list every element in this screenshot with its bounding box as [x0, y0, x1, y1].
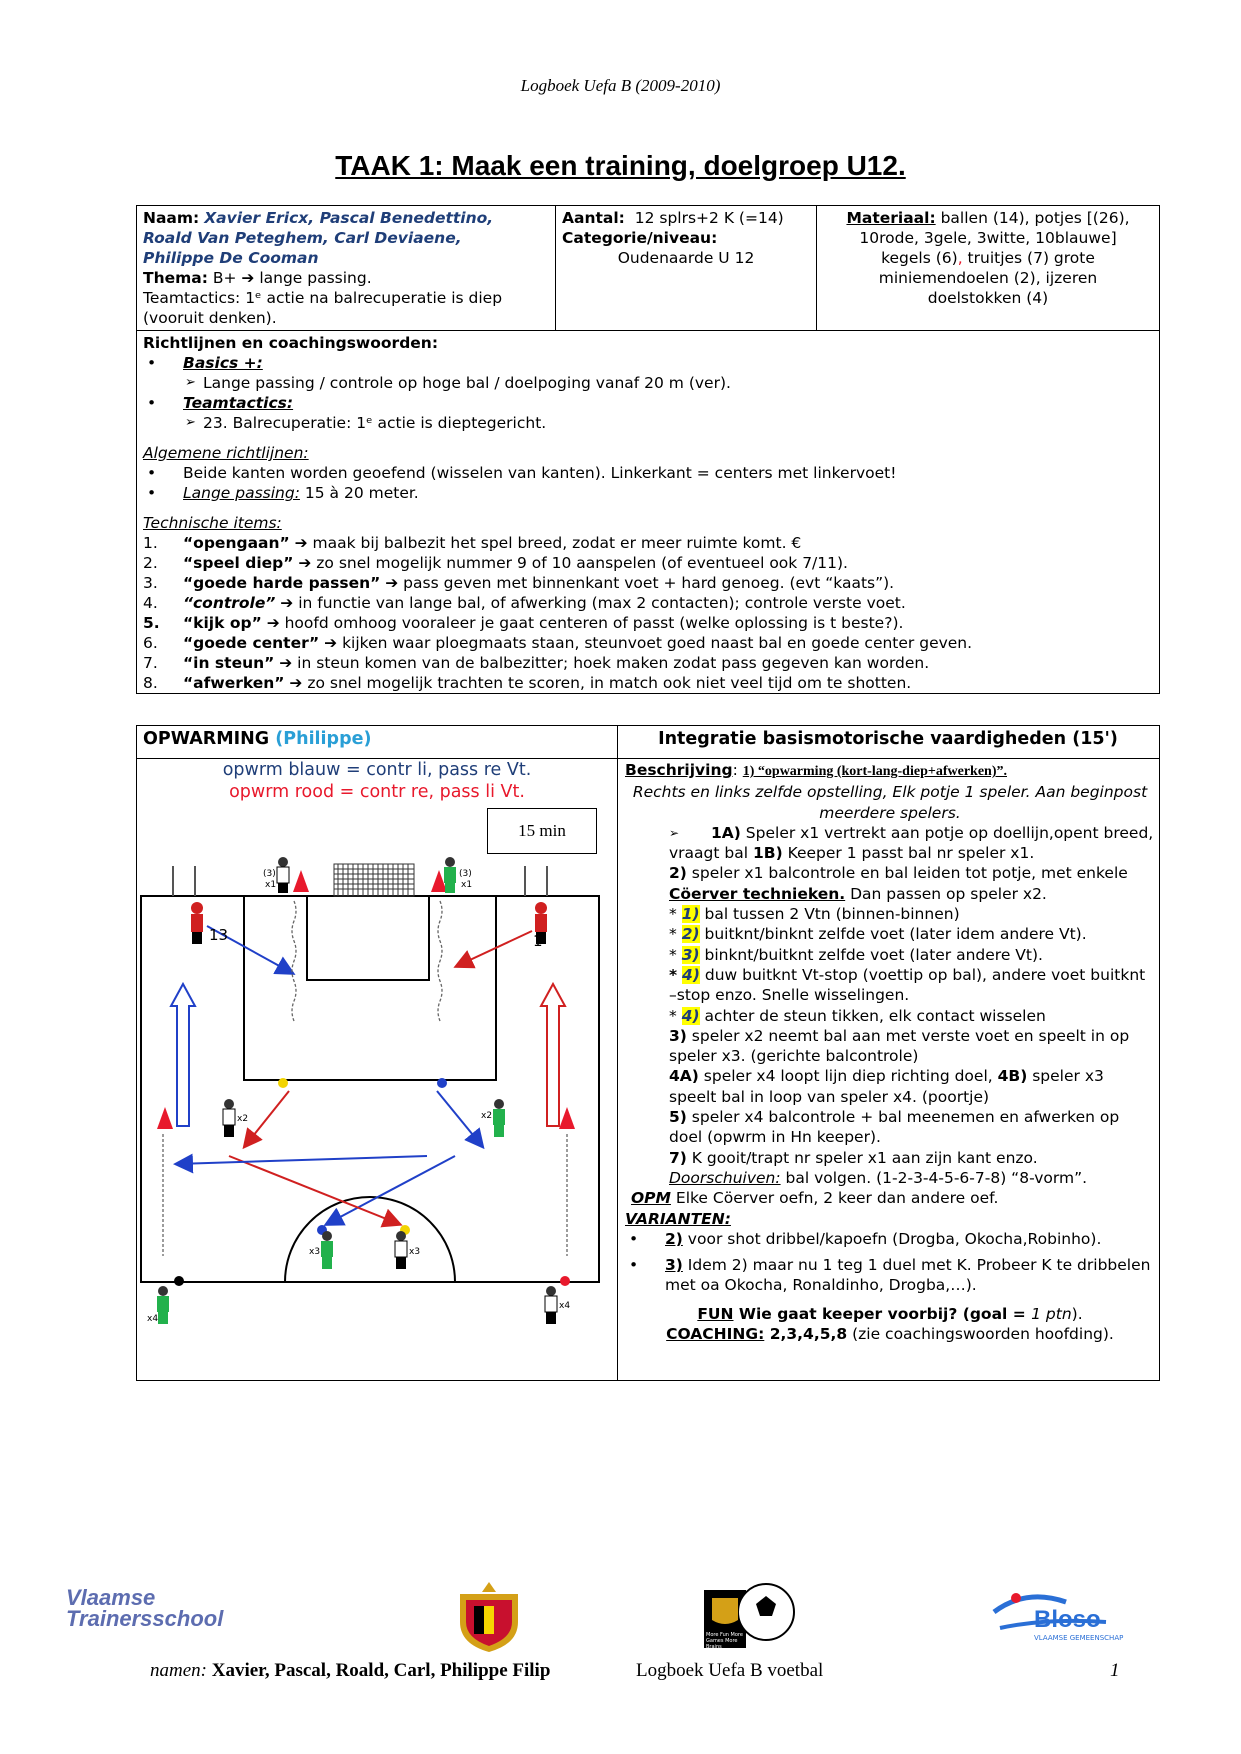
technische-item-text: ➔ hoofd omhoog vooraleer je gaat centeren of passt (welke oplossing is t beste?). [261, 614, 904, 632]
algemene-label: Algemene richtlijnen: [143, 444, 309, 462]
step-3: 3) [669, 1026, 687, 1045]
technische-item-num: 5. [143, 614, 160, 632]
aantal-value: 12 splrs+2 K (=14) [634, 209, 784, 227]
teamtactics-line: Teamtactics: 1ᵉ actie na balrecuperatie is diep [143, 289, 503, 307]
technische-item-text: ➔ in functie van lange bal, of afwerking (max 2 contacten); controle verste voet. [275, 594, 906, 612]
technische-item-keyword: “goede harde passen” [183, 574, 381, 592]
pitch-outline [141, 896, 599, 1282]
footer-logboek: Logboek Uefa B voetbal [636, 1660, 824, 1681]
technische-item-num: 8. [143, 674, 158, 692]
richtlijnen-title: Richtlijnen en coachingswoorden: [143, 334, 439, 352]
label-x4-right: x4 [559, 1301, 571, 1311]
label-x1b-right: x1 [461, 880, 473, 890]
logo-vlaamse-text: Vlaamse [66, 1585, 156, 1610]
technische-item-text: ➔ maak bij balbezit het spel breed, zodat er meer ruimte komt. € [289, 534, 802, 552]
materiaal-value: ballen (14), potjes [(26), [940, 209, 1130, 227]
teamtactics-item: ➢ 23. Balrecuperatie: 1ᵉ actie is dieptegericht. [143, 413, 1153, 433]
fun-points: 1 ptn [1031, 1304, 1072, 1323]
technische-item [143, 653, 1153, 673]
algemene-item-1: • Beide kanten worden geoefend (wisselen van kanten). Linkerkant = centers met linkervoet! [143, 463, 1153, 483]
teamtactics-label: Teamtactics: [183, 394, 294, 412]
label-1: 1 [533, 932, 543, 950]
info-aantal-cell [556, 206, 817, 331]
coaching-nums: 2,3,4,5,8 [764, 1325, 848, 1344]
step-7-text: K gooit/trapt nr speler x1 aan zijn kant enzo. [686, 1148, 1038, 1167]
richtlijnen-cell [137, 331, 1160, 694]
step-1b: 1B) [752, 844, 783, 863]
coerver-2: buitknt/binknt zelfde voet (later idem andere Vt). [699, 925, 1087, 944]
aantal-label: Aantal: [562, 209, 625, 227]
info-materiaal-cell [817, 206, 1160, 331]
dribble-line-1 [292, 901, 296, 1021]
coerver-1-num: 1) [681, 905, 700, 924]
technische-item-keyword: “opengaan” [183, 534, 290, 552]
technische-item [143, 553, 1153, 573]
doorschuiven-text: bal volgen. (1-2-3-4-5-6-7-8) “8-vorm”. [780, 1168, 1088, 1187]
player-x4-right [545, 1286, 557, 1324]
label-13: 13 [209, 926, 229, 944]
step-1a: 1A) [711, 823, 741, 842]
footer-names [150, 1660, 550, 1682]
logo-more-fun-text: More Fun More Games More Brains [706, 1632, 743, 1650]
step-5-text: speler x4 balcontrole + bal meenemen en afwerken op doel (opwrm in Hn keeper). [669, 1108, 1120, 1147]
technische-item [143, 613, 1153, 633]
ball-black [174, 1276, 184, 1286]
logo-bloso-text: Bloso [1034, 1606, 1101, 1633]
beschrijving-sub: 1) “opwarming (kort-lang-diep+afwerken)”. [742, 764, 1007, 779]
opm-label: OPM [631, 1189, 671, 1208]
poles [173, 866, 547, 896]
label-x1a-left: (3) [263, 869, 276, 879]
technische-item [143, 633, 1153, 653]
goal-area [307, 896, 429, 980]
legend-blue: opwrm blauw = contr li, pass re Vt. [222, 760, 532, 780]
technische-item [143, 593, 1153, 613]
technische-list [143, 533, 1153, 693]
arrow-blue-4 [177, 1156, 427, 1164]
technische-item-keyword: “goede center” [183, 634, 320, 652]
technische-item-keyword: “speel diep” [183, 554, 294, 572]
ball-blue [437, 1078, 447, 1088]
naam-value-2: Roald Van Peteghem, Carl Deviaene, [143, 229, 462, 247]
player-x4-left [157, 1286, 169, 1324]
cones [157, 870, 575, 1129]
label-x1b-left: x1 [265, 880, 277, 890]
label-x2-right: x2 [481, 1111, 493, 1121]
label-x3-left: x3 [309, 1247, 321, 1257]
fun-end: ). [1071, 1304, 1083, 1323]
coerver-3-num: 3) [681, 945, 700, 964]
penalty-area [244, 896, 496, 1080]
materiaal-value-3a: kegels (6) [881, 249, 958, 267]
technische-item-keyword: “kijk op” [183, 614, 262, 632]
info-naam-cell [137, 206, 556, 331]
label-x2-left: x2 [237, 1114, 249, 1124]
fun-label: FUN [697, 1304, 734, 1323]
step-5: 5) [669, 1108, 687, 1127]
coerver-3: binknt/buitknt zelfde voet (later andere Vt). [699, 945, 1043, 964]
materiaal-value-5: doelstokken (4) [927, 289, 1049, 307]
naam-value: Xavier Ericx, Pascal Benedettino, [204, 209, 494, 227]
categorie-label: Categorie/niveau: [562, 229, 718, 247]
algemene-item-2-label: Lange passing: [183, 484, 300, 502]
naam-label: Naam: [143, 209, 200, 227]
step-4a: 4A) [669, 1067, 699, 1086]
opm-text: Elke Cöerver oefn, 2 keer dan andere oef. [670, 1189, 999, 1208]
step-2-text: speler x1 balcontrole en bal leiden tot potje, met enkele [686, 864, 1128, 883]
player-x2-right [493, 1099, 505, 1137]
technische-item-keyword: “afwerken” [183, 674, 285, 692]
step-2: 2) [669, 864, 687, 883]
logo-trainersschool-text: Trainersschool [66, 1606, 224, 1631]
technische-item-text: ➔ in steun komen van de balbezitter; hoek maken zodat pass gegeven kan worden. [274, 654, 930, 672]
naam-value-3: Philippe De Cooman [143, 249, 319, 267]
step-3-text: speler x2 neemt bal aan met verste voet en speelt in op speler x3. (gerichte balcontrole) [669, 1026, 1130, 1066]
step-2-coerver: Cöerver technieken. [669, 884, 846, 903]
goal-net [334, 864, 414, 896]
technische-item-num: 2. [143, 554, 158, 572]
coerver-2-num: 2) [681, 925, 700, 944]
coerver-5: achter de steun tikken, elk contact wisselen [699, 1006, 1046, 1025]
coerver-4-num: 4) [682, 965, 700, 984]
coerver-4: duw buitknt Vt-stop (voettip op bal), andere voet buitknt –stop enzo. Snelle wisselingen. [669, 965, 1146, 1005]
arrow-hollow-blue [171, 984, 195, 1126]
page-header: Logboek Uefa B (2009-2010) [520, 76, 721, 95]
arrow-hollow-red [541, 984, 565, 1126]
arrow-blue-3 [327, 1156, 455, 1224]
logo-bloso-sub: VLAAMSE GEMEENSCHAP [1034, 1634, 1124, 1642]
opwarming-title [143, 729, 371, 749]
arrow-red-1 [457, 931, 532, 966]
technische-item-text: ➔ kijken waar ploegmaats staan, steunvoet goed naast bal en goede center geven. [319, 634, 973, 652]
algemene-item-2-value: 15 à 20 meter. [299, 484, 419, 502]
dribble-line-2 [438, 901, 442, 1021]
player-x2-left [223, 1099, 235, 1137]
step-4b-text: speler x3 speelt bal in loop van speler x4. (poortje) [669, 1067, 1104, 1106]
beschrijving-line1: Rechts en links zelfde opstelling, Elk potje 1 speler. Aan beginpost meerdere spelers. [632, 783, 1148, 822]
footer-names-value: Xavier, Pascal, Roald, Carl, Philippe Filip [206, 1660, 551, 1681]
beschrijving-text: Beschrijving: 1) “opwarming (kort-lang-diep+afwerken)”. Rechts en links zelfde opstelling, Elk potje 1 speler. Aan beginpost meerdere spelers. ➢ 1A) Speler x1 vertrekt aan potje op doellijn,opent breed, vraagt bal 1B) Keeper 1 passt bal nr speler x1. 2) speler x1 balcontrole en bal leiden tot potje, met enkele Cöerver technieken. Dan passen op speler x2. * 1) bal tussen 2 Vtn (binnen-binnen) * 2) buitknt/binknt zelfde voet (later idem andere Vt). * 3) binknt/buitknt zelfde voet (later andere Vt). * 4) duw buitknt Vt-stop (voettip op bal), andere voet buitknt –stop enzo. Snelle wisselingen. * 4) achter de steun tikken, elk contact wisselen 3) speler x2 neemt bal aan met verste voet en speelt in op speler x3. (gerichte balcontrole) 4A) speler x4 loopt lijn diep richting doel, 4B) speler x3 speelt bal in loop van speler x4. (poortje) 5) speler x4 balcontrole + bal meenemen en afwerken op doel (opwrm in Hn keeper). 7) K gooit/trapt nr speler x1 aan zijn kant enzo. Doorschuiven: bal volgen. (1-2-3-4-5-6-7-8) “8-vorm”. OPM Elke Cöerver oefn, 2 keer dan andere oef. VARIANTEN: • 2) voor shot dribbel/kapoefn (Drogba, Okocha,Robinho). • 3) Idem 2) maar nu 1 teg 1 duel met K. Probeer K te dribbelen met oa Okocha, Ronaldinho, Drogba,…). FUN Wie gaat keeper voorbij? (goal = 1 ptn). COACHING: 2,3,4,5,8 (zie coachingswoorden hoofding). [625, 760, 1155, 1344]
technische-item [143, 673, 1153, 693]
player-x1-left [277, 857, 289, 893]
technische-label: Technische items: [143, 514, 282, 532]
doorschuiven-label: Doorschuiven: [669, 1168, 781, 1187]
info-table [136, 205, 1160, 694]
technische-item-num: 7. [143, 654, 158, 672]
technische-item-num: 4. [143, 594, 158, 612]
page-title: TAAK 1: Maak een training, doelgroep U12. [335, 150, 906, 181]
arrow-red-2 [245, 1091, 289, 1146]
legend-red: opwrm rood = contr re, pass li Vt. [229, 782, 525, 802]
categorie-value: Oudenaarde U 12 [617, 249, 755, 267]
coerver-1: bal tussen 2 Vtn (binnen-binnen) [699, 905, 960, 924]
label-x4-left: x4 [147, 1314, 159, 1324]
logo-vlaamse-trainersschool [66, 1585, 276, 1631]
player-x3-left [321, 1231, 333, 1269]
technische-item [143, 533, 1153, 553]
fun-text: Wie gaat keeper voorbij? (goal = [733, 1304, 1032, 1323]
ball-red [560, 1276, 570, 1286]
materiaal-comma: , [957, 249, 963, 267]
thema-label: Thema: [143, 269, 208, 287]
opwarming-coach: (Philippe) [275, 729, 372, 749]
beschrijving-colon: : [732, 761, 743, 779]
duration-box: 15 min [487, 808, 597, 854]
materiaal-value-4: miniemendoelen (2), ijzeren [878, 269, 1098, 287]
coerver-5-num: 4) [681, 1006, 700, 1025]
basics-item: ➢ Lange passing / controle op hoge bal / doelpoging vanaf 20 m (ver). [143, 373, 1153, 393]
logo-belgian-fa [450, 1578, 528, 1654]
step-2-text2: Dan passen op speler x2. [845, 884, 1047, 903]
step-4b: 4B) [997, 1067, 1028, 1086]
footer-names-label: namen: [150, 1660, 207, 1681]
step-7: 7) [669, 1148, 687, 1167]
step-4a-text: speler x4 loopt lijn diep richting doel, [698, 1067, 998, 1086]
teamtactics-line-2: (vooruit denken). [143, 309, 277, 327]
center-circle [285, 1197, 455, 1282]
coaching-label: COACHING: [666, 1325, 765, 1344]
technische-item [143, 573, 1153, 593]
technische-item-keyword: “in steun” [183, 654, 275, 672]
opwarming-box [136, 725, 1160, 1381]
technische-item-text: ➔ zo snel mogelijk nummer 9 of 10 aanspelen (of eventueel ook 7/11). [293, 554, 848, 572]
player-x3-right [395, 1231, 407, 1269]
page-number: 1 [1110, 1660, 1120, 1681]
player-keeper-left [191, 902, 203, 944]
technische-item-keyword: “controle” [183, 594, 276, 612]
materiaal-label: Materiaal: [846, 209, 936, 227]
technische-item-text: ➔ zo snel mogelijk trachten te scoren, in match ook niet veel tijd om te shotten. [284, 674, 912, 692]
technische-item-num: 3. [143, 574, 158, 592]
integratie-title: Integratie basismotorische vaardigheden (15') [658, 729, 1118, 749]
technische-item-num: 1. [143, 534, 158, 552]
variant-2-num: 3) [665, 1256, 683, 1275]
player-x1-right [444, 857, 456, 893]
arrow-blue-2 [437, 1091, 482, 1146]
technische-item-num: 6. [143, 634, 158, 652]
arrow-red-3 [229, 1156, 399, 1224]
variant-2: Idem 2) maar nu 1 teg 1 duel met K. Probeer K te dribbelen met oa Okocha, Ronaldinho, Drogba,…). [665, 1256, 1151, 1295]
variant-1: voor shot dribbel/kapoefn (Drogba, Okocha,Robinho). [682, 1229, 1102, 1248]
thema-value: B+ ➔ lange passing. [212, 269, 372, 287]
variant-1-num: 2) [665, 1229, 683, 1248]
label-x3-right: x3 [409, 1247, 421, 1257]
beschrijving-label: Beschrijving [625, 761, 733, 779]
step-1b-text: Keeper 1 passt bal nr speler x1. [782, 844, 1035, 863]
opwarming-label: OPWARMING [143, 729, 276, 749]
coaching-text: (zie coachingswoorden hoofding). [847, 1325, 1114, 1344]
varianten-label: VARIANTEN: [625, 1209, 731, 1228]
technische-item-text: ➔ pass geven met binnenkant voet + hard genoeg. (evt “kaats”). [380, 574, 895, 592]
basics-label: Basics +: [183, 354, 263, 372]
materiaal-value-3c: truitjes (7) grote [962, 249, 1095, 267]
ball-yellow [278, 1078, 288, 1088]
label-x1a-right: (3) [459, 869, 472, 879]
logo-bloso [986, 1588, 1136, 1648]
drill-diagram [137, 856, 617, 1356]
step-1a-text: Speler x1 vertrekt aan potje op doellijn,opent breed, vraagt bal [669, 823, 1154, 863]
materiaal-value-2: 10rode, 3gele, 3witte, 10blauwe] [859, 229, 1117, 247]
